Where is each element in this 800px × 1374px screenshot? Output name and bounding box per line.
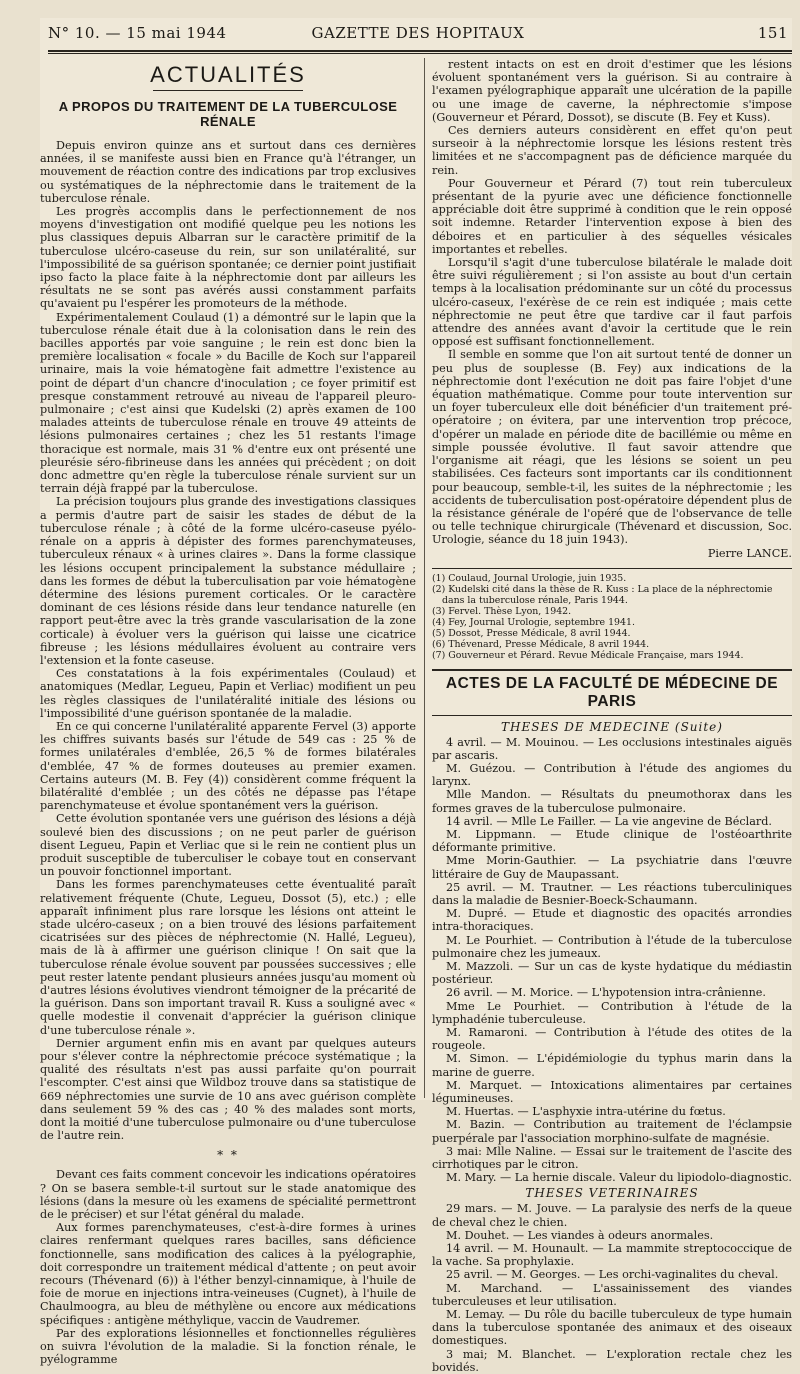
thesis-entry: M. Bazin. — Contribution au traitement de l'éclampsie puerpérale par l'association morphino-sulfate de magnésie. xyxy=(432,1118,792,1145)
section-separator: * * xyxy=(217,1148,239,1163)
theses-list xyxy=(432,736,792,1185)
paragraph: Les progrès accomplis dans le perfectionnement de nos moyens d'investigation ont modifié quelque peu les notions les plus classiques depuis Albarran sur le caractère primitif de la tuberculose ulcéro-caseuse du rein, sur son unilatéralité, sur l'impossibilité de sa guérison spontanée; ce dernier point justifiait ipso facto la place faite à la néphrectomie dont par ailleurs les résultats ne se sont pas avérés aussi constamment parfaits qu'avaient pu l'espérer les promoteurs de la méthode. xyxy=(40,205,416,311)
reference-item: (6) Thévenard, Presse Médicale, 8 avril 1944. xyxy=(432,638,650,650)
column-divider xyxy=(424,58,425,1098)
vet-thesis-entry: 14 avril. — M. Hounault. — La mammite streptococcique de la vache. Sa prophylaxie. xyxy=(432,1242,792,1269)
thesis-entry: M. Guézou. — Contribution à l'étude des angiomes du larynx. xyxy=(432,761,792,789)
vet-theses-title: THESES VETERINAIRES xyxy=(525,1186,699,1201)
paragraph: Ces constatations à la fois expérimentales (Coulaud) et anatomiques (Medlar, Legueu, Papin et Verliac) modifient un peu les règles classiques de l'unilatéralité initiale des lésions ou l'impossibilité d'une guérison spontanée de la maladie. xyxy=(40,667,416,720)
vet-theses-list xyxy=(432,1202,792,1374)
vet-thesis-entry: 3 mai; M. Blanchet. — L'exploration rectale chez les bovidés. xyxy=(432,1347,792,1374)
reference-item: (7) Gouverneur et Pérard. Revue Médicale Française, mars 1944. xyxy=(432,649,744,661)
paragraph: Aux formes parenchymateuses, c'est-à-dire formes à urines claires renfermant quelques rares bacilles, sans déficience fonctionnelle, sans modification des calices à la pyélographie, doit correspondre un traitement médical d'attente ; on peut avoir recours (Thévenard (6)) à l'éther benzyl-cinnamique, à l'huile de foie de morue en injections intra-veineuses (Cugnet), à l'huile de Chaulmoogra, au bleu de méthylène ou encore aux médications spécifiques : antigène méthylique, vaccin de Vaudremer. xyxy=(40,1221,416,1327)
theses-title: THESES DE MEDECINE (Suite) xyxy=(501,719,723,734)
paragraph: Il semble en somme que l'on ait surtout tenté de donner un peu plus de souplesse (B. Fey) aux indications de la néphrectomie dont l'exécution ne doit pas faire l'objet d'une équation mathématique. Comme pour toute intervention sur un foyer tuberculeux elle doit bénéficier d'un traitement pré-opératoire ; on évitera, par une intervention trop précoce, d'opérer un malade en période dite de bacillémie ou même en simple poussée évolutive. Il faut savoir attendre que l'organisme ait réagi, que les lésions se soient un peu stabilisées. Ces facteurs sont importants car ils conditionnent pour beaucoup, semble-t-il, les suites de la néphrectomie ; les accidents de tuberculisation post-opératoire dépendent plus de la résistance générale de l'opéré que de l'observance de telle ou telle technique chirurgicale (Thévenard et discussion, Soc. Urologie, séance du 18 juin 1943). xyxy=(432,348,792,547)
paragraph: Cette évolution spontanée vers une guérison des lésions a déjà soulevé bien des discussions ; on ne peut parler de guérison disent Legueu, Papin et Verliac que si le rein ne contient plus un produit susceptible de tuberculiser le cobaye tout en conservant un pouvoir fonctionnel important. xyxy=(40,812,416,879)
thesis-entry: 14 avril. — Mlle Le Failler. — La vie angevine de Béclard. xyxy=(446,814,772,828)
author-signature: Pierre LANCE. xyxy=(707,546,792,560)
thesis-entry: Mlle Mandon. — Résultats du pneumothorax dans les formes graves de la tuberculose pulmonaire. xyxy=(432,788,792,815)
thesis-entry: M. Ramaroni. — Contribution à l'étude des otites de la rougeole. xyxy=(432,1025,792,1053)
paragraph: Par des explorations lésionnelles et fonctionnelles régulières on suivra l'évolution de la maladie. Si la fonction rénale, le pyélogramme xyxy=(40,1326,416,1367)
thesis-entry: M. Mary. — La hernie discale. Valeur du lipiodolo-diagnostic. xyxy=(446,1171,792,1185)
vet-thesis-entry: M. Lemay. — Du rôle du bacille tuberculeux de type humain dans la tuberculose spontanée des animaux et des oiseaux domestiques. xyxy=(432,1308,792,1348)
paragraph: Expérimentalement Coulaud (1) a démontré sur le lapin que la tuberculose rénale était due à la colonisation dans le rein des bacilles apportés par voie sanguine ; le rein est donc bien la première localisation « focale » du Bacille de Koch sur l'appareil urinaire, mais la voie hématogène fait admettre l'existence au point de départ d'un chancre d'inoculation ; ce foyer primitif est presque constamment retrouvé au niveau de l'appareil pleuro-pulmonaire ; c'est ainsi que Kudelski (2) après examen de 100 malades atteints de tuberculose rénale en trouve 49 atteints de lésions pulmonaires certaines ; chez les 51 restants l'image thoracique est normale, mais 31 % d'entre eux ont présenté une pleurésie séro-fibrineuse dans les années qui précèdent ; on doit donc admettre qu'en règle la tuberculose rénale survient sur un terrain déjà frappé par la tuberculose. xyxy=(40,310,416,496)
vet-thesis-entry: M. Douhet. — Les viandes à odeurs anormales. xyxy=(446,1228,714,1242)
paragraph: Pour Gouverneur et Pérard (7) tout rein tuberculeux présentant de la pyurie avec une déficience fonctionnelle appréciable doit être supprimé à condition que le rein opposé soit indemne. Retarder l'intervention expose à bien des déboires et en particulier à des séquelles vésicales importantes et rebelles. xyxy=(432,176,792,256)
thesis-entry: Mme Morin-Gauthier. — La psychiatrie dans l'œuvre littéraire de Guy de Maupassant. xyxy=(432,854,792,881)
reference-item: (5) Dossot, Presse Médicale, 8 avril 1944. xyxy=(432,627,631,639)
reference-item: (3) Fervel. Thèse Lyon, 1942. xyxy=(432,605,572,617)
thesis-entry: M. Marquet. — Intoxications alimentaires par certaines légumineuses. xyxy=(432,1078,792,1105)
article-body xyxy=(40,139,416,1142)
thesis-entry: 25 avril. — M. Trautner. — Les réactions tuberculiniques dans la maladie de Besnier-Boeck-Schaumann. xyxy=(432,880,792,907)
left-column xyxy=(40,58,416,1367)
journal-title: GAZETTE DES HOPITAUX xyxy=(311,24,525,42)
thesis-entry: M. Mazzoli. — Sur un cas de kyste hydatique du médiastin postérieur. xyxy=(432,959,792,987)
vet-thesis-entry: M. Marchand. — L'assainissement des viandes tuberculeuses et leur utilisation. xyxy=(432,1281,792,1308)
right-column xyxy=(432,58,792,1374)
paragraph: En ce qui concerne l'unilatéralité apparente Fervel (3) apporte les chiffres suivants basés sur l'étude de 549 cas : 25 % de formes unilatérales d'emblée, 26,5 % de formes bilatérales d'emblée, 47 % de formes douteuses au premier examen. Certains auteurs (M. B. Fey (4)) considèrent comme fréquent la bilatéralité d'emblée ; un des côtés ne dépasse pas l'étape parenchymateuse et évolue spontanément vers la guérison. xyxy=(40,719,416,813)
header-rule-thin xyxy=(48,53,792,54)
vet-thesis-entry: 25 avril. — M. Georges. — Les orchi-vaginalites du cheval. xyxy=(446,1268,779,1282)
thesis-entry: M. Dupré. — Etude et diagnostic des opacités arrondies intra-thoraciques. xyxy=(432,907,792,934)
thesis-entry: 26 avril. — M. Morice. — L'hypotension intra-crânienne. xyxy=(446,986,766,1000)
paragraph: Dans les formes parenchymateuses cette éventualité paraît relativement fréquente (Chute, Legueu, Dossot (5), etc.) ; elle apparaît infiniment plus rare lorsque les lésions ont atteint le stade ulcéro-caseux ; on a bien trouvé des lésions parfaitement cicatrisées sur des pièces de néphrectomie (N. Hallé, Legueu), mais de là à affirmer une guérison clinique ! On sait que la tuberculose rénale évolue souvent par poussées successives ; elle peut rester latente pendant plusieurs années jusqu'au moment où d'autres lésions évolutives viendront témoigner de la précarité de la guérison. Dans son important travail R. Kuss a souligné avec « quelle modestie il convenait d'apprécier la guérison clinique d'une tuberculose rénale ». xyxy=(40,878,416,1037)
acts-title: ACTES DE LA FACULTÉ DE MÉDECINE DE PARIS xyxy=(432,671,792,716)
paragraph: Lorsqu'il s'agit d'une tuberculose bilatérale le malade doit être suivi régulièrement ; si l'on assiste au bout d'un certain temps à la localisation prédominante sur un côté du processus ulcéro-caseux, l'exérèse de ce rein est indiquée ; mais cette néphrectomie ne peut être que tardive car il faut parfois attendre des années avant d'avoir la certitude que le rein opposé est suffisant fonctionnellement. xyxy=(432,256,792,349)
paragraph: Ces derniers auteurs considèrent en effet qu'on peut surseoir à la néphrectomie lorsque les lésions restent très limitées et ne s'accompagnent pas de déficience marquée du rein. xyxy=(432,124,792,177)
thesis-entry: M. Simon. — L'épidémiologie du typhus marin dans la marine de guerre. xyxy=(432,1052,792,1079)
reference-item: (1) Coulaud, Journal Urologie, juin 1935. xyxy=(432,572,627,584)
paragraph: La précision toujours plus grande des investigations classiques a permis d'autre part de saisir les stades de début de la tuberculose rénale ; à côté de la forme ulcéro-caseuse pyélo-rénale on a appris à dépister des formes parenchymateuses, tuberculeux rénaux « à urines claires ». Dans la forme classique les lésions occupent principalement la substance médullaire ; dans les formes de début la tuberculisation par voie hématogène détermine des lésions purement corticales. Or le caractère dominant de ces lésions réside dans leur tendance naturelle (en rapport peut-être avec la très grande vascularisation de la zone corticale) à évoluer vers la guérison qui laisse une cicatrice fibreuse ; les lésions médullaires évoluent au contraire vers l'extension et la fonte caseuse. xyxy=(40,495,416,667)
paragraph: Depuis environ quinze ans et surtout dans ces dernières années, il se manifeste aussi bien en France qu'à l'étranger, un mouvement de réaction contre des indications par trop exclusives ou systématiques de la néphrectomie dans le traitement de la tuberculose rénale. xyxy=(40,139,416,205)
article-title: A PROPOS DU TRAITEMENT DE LA TUBERCULOSE RÉNALE xyxy=(58,99,398,129)
thesis-entry: Mme Le Pourhiet. — Contribution à l'étude de la lymphadénie tuberculeuse. xyxy=(432,999,792,1026)
reference-item: (4) Fey, Journal Urologie, septembre 1941. xyxy=(432,616,635,628)
vet-thesis-entry: 29 mars. — M. Jouve. — La paralysie des nerfs de la queue de cheval chez le chien. xyxy=(432,1202,792,1229)
thesis-entry: M. Le Pourhiet. — Contribution à l'étude de la tuberculose pulmonaire chez les jumeaux. xyxy=(432,933,792,960)
paragraph: Devant ces faits comment concevoir les indications opératoires ? On se basera semble-t-il surtout sur le stade anatomique des lésions (dans la mesure où les examens de spécialité permettront de le préciser) et sur l'état général du malade. xyxy=(40,1168,416,1222)
issue-date: N° 10. — 15 mai 1944 xyxy=(48,24,227,42)
thesis-entry: M. Huertas. — L'asphyxie intra-utérine du fœtus. xyxy=(446,1105,726,1119)
thesis-entry: 3 mai: Mlle Naline. — Essai sur le traitement de l'ascite des cirrhotiques par le citron. xyxy=(432,1144,792,1172)
reference-item: (2) Kudelski cité dans la thèse de R. Kuss : La place de la néphrectomie dans la tuberculose rénale, Paris 1944. xyxy=(432,583,773,606)
section-title: ACTUALITÉS xyxy=(150,62,306,87)
article-continuation xyxy=(432,58,792,547)
thesis-entry: M. Lippmann. — Etude clinique de l'ostéoarthrite déformante primitive. xyxy=(432,827,792,855)
newspaper-page xyxy=(40,18,792,1374)
thesis-entry: 4 avril. — M. Mouinou. — Les occlusions intestinales aiguës par ascaris. xyxy=(432,735,792,762)
paragraph: Dernier argument enfin mis en avant par quelques auteurs pour s'élever contre la néphrectomie précoce systématique ; la qualité des résultats n'est pas aussi parfaite qu'on pourrait l'escompter. C'est ainsi que Wildboz trouve dans sa statistique de 669 néphrectomies une survie de 10 ans avec guérison complète dans seulement 59 % des cas ; 40 % des malades sont morts, dont la moitié d'une tuberculose pulmonaire ou d'une tuberculose de l'autre rein. xyxy=(40,1036,416,1143)
references-list xyxy=(432,568,792,661)
article-body-continued xyxy=(40,1168,416,1366)
page-header xyxy=(48,24,792,46)
paragraph: restent intacts on est en droit d'estimer que les lésions évoluent spontanément vers la guérison. Si au contraire à l'examen pyélographique apparaît une ulcération de la papille ou une image de caverne, la néphrectomie s'impose (Gouverneur et Pérard, Dossot), se discute (B. Fey et Kuss). xyxy=(432,58,792,124)
section-underline xyxy=(153,90,303,91)
page-number: 151 xyxy=(757,24,788,42)
header-rule xyxy=(48,50,792,52)
